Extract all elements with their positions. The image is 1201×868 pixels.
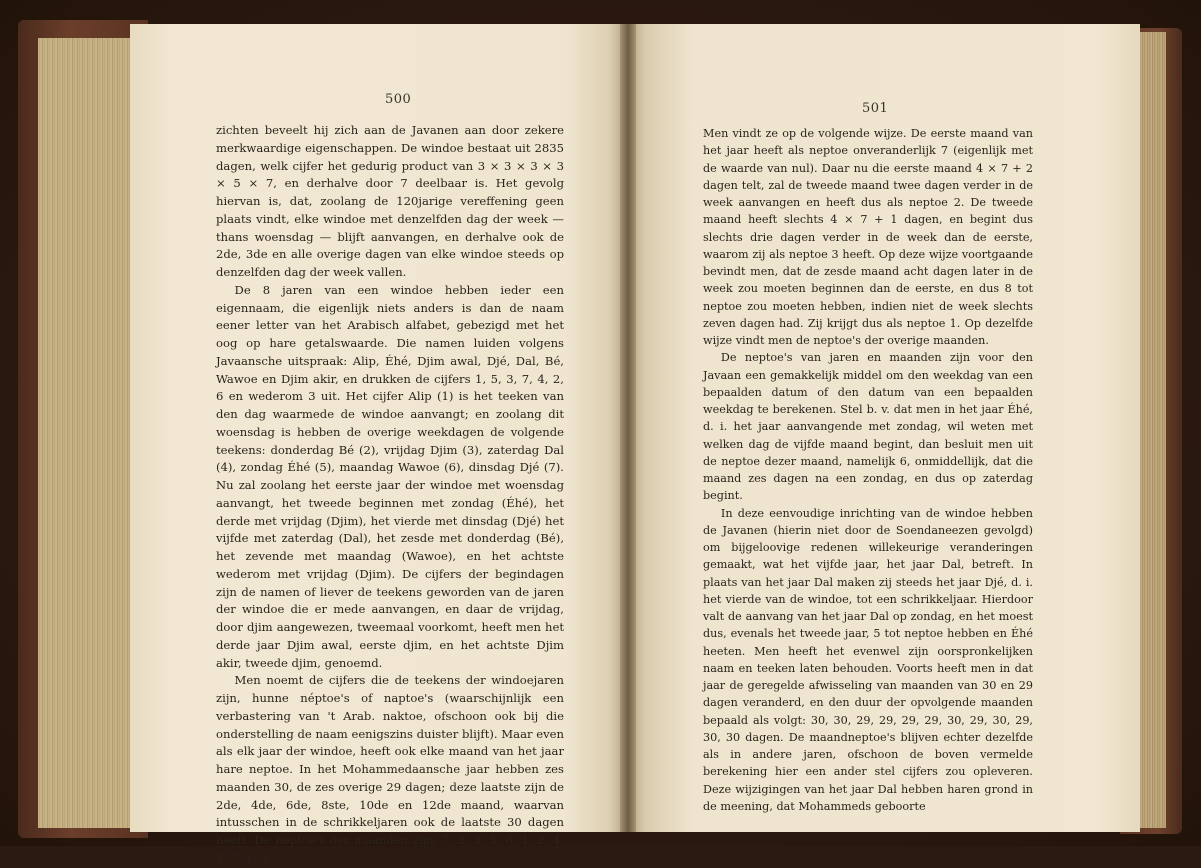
paragraph: Men vindt ze op de volgende wijze. De eerste maand van het jaar heeft als neptoe onveranderlijk 7 (eigenlijk met de waarde van nul). Daar nu die eerste maand 4 × 7 + 2 dagen telt, zal de tweede maand twee dagen verder in de week aanvangen en heeft dus als neptoe 2. De tweede maand heeft slechts 4 × 7 + 1 dagen, en begint dus slechts drie dagen verder in de week dan de eerste, waarom zij als neptoe 3 heeft. Op deze wijze voortgaande bevindt men, dat de zesde maand acht dagen later in de week zou moeten beginnen dan de eerste, en dus 8 tot neptoe zou moeten hebben, indien niet de week slechts zeven dagen had. Zij krijgt dus als neptoe 1. Op dezelfde wijze vindt men de neptoe's der overige maanden.	[703, 127, 1033, 347]
paragraph: De neptoe's van jaren en maanden zijn voor den Javaan een gemakkelijk middel om den weekdag van een bepaalden datum of den datum van een bepaalden weekdag te berekenen. Stel b. v. dat men in het jaar Éhé, d. i. het jaar aanvangende met zondag, wil weten met welken dag de vijfde maand begint, dan besluit men uit de neptoe dezer maand, namelijk 6, onmiddellijk, dat die maand zes dagen na een zondag, en dus op zaterdag begint.	[703, 351, 1033, 503]
paragraph: In deze eenvoudige inrichting van de windoe hebben de Javanen (hierin niet door de Soendaneezen gevolgd) om bijgeloovige redenen willekeurige veranderingen gemaakt, wat het vijfde jaar, het jaar Dal, betreft. In plaats van het jaar Dal maken zij steeds het jaar Djé, d. i. het vierde van de windoe, tot een schrikkeljaar. Hierdoor valt de aanvang van het jaar Dal op zondag, en het moest dus, evenals het tweede jaar, 5 tot neptoe hebben en Éhé heeten. Men heeft het evenwel zijn oorspronkelijken naam en teeken laten behouden. Voorts heeft men in dat jaar de geregelde afwisseling van maanden van 30 en 29 dagen veranderd, en den duur der opvolgende maanden bepaald als volgt: 30, 30, 29, 29, 29, 29, 30, 29, 30, 29, 30, 30 dagen. De maandneptoe's blijven echter dezelfde als in andere jaren, ofschoon de boven vermelde berekening hier een ander stel cijfers zou opleveren. Deze wijzigingen van het jaar Dal hebben haren grond in de meening, dat Mohammeds geboorte	[703, 506, 1033, 813]
page-number-left: 500	[385, 92, 412, 107]
paragraph: Men noemt de cijfers die de teekens der windoejaren zijn, hunne néptoe's of naptoe's (waarschijnlijk een verbastering van 't Arab. naktoe, ofschoon ook bij die onderstelling de naam eenigszins duister blijft). Maar even als elk jaar der windoe, heeft ook elke maand van het jaar hare neptoe. In het Mohammedaansche jaar hebben zes maanden 30, de zes overige 29 dagen; deze laatste zijn de 2de, 4de, 6de, 8ste, 10de en 12de maand, waarvan intusschen in de schrikkeljaren ook de laatste 30 dagen heeft. De neptoe's der maanden zijn: 7, 2, 3, 5, 6, 1, 2, 4, 5, 7, 1, 3.	[216, 673, 564, 865]
page-edges-right	[1138, 32, 1166, 828]
left-page-text	[216, 122, 564, 868]
paragraph: De 8 jaren van een windoe hebben ieder een eigennaam, die eigenlijk niets anders is dan de naam eener letter van het Arabisch alfabet, gebezigd met het oog op hare getalswaarde. Die namen luiden volgens Javaansche uitspraak: Alip, Éhé, Djim awal, Djé, Dal, Bé, Wawoe en Djim akir, en drukken de cijfers 1, 5, 3, 7, 4, 2, 6 en wederom 3 uit. Het cijfer Alip (1) is het teeken van den dag waarmede de windoe aanvangt; en zoolang dit woensdag is hebben de overige weekdagen de volgende teekens: donderdag Bé (2), vrijdag Djim (3), zaterdag Dal (4), zondag Éhé (5), maandag Wawoe (6), dinsdag Djé (7). Nu zal zoolang het eerste jaar der windoe met woensdag aanvangt, het tweede beginnen met zondag (Éhé), het derde met vrijdag (Djim), het vierde met dinsdag (Djé) het vijfde met zaterdag (Dal), het zesde met donderdag (Bé), het zevende met maandag (Wawoe), en het achtste wederom met vrijdag (Djim). De cijfers der begindagen zijn de namen of liever de teekens geworden van de jaren der windoe die er mede aanvangen, en daar de vrijdag, door djim aangewezen, tweemaal voorkomt, heeft men het derde jaar Djim awal, eerste djim, en het achtste Djim akir, tweede djim, genoemd.	[216, 282, 564, 670]
book-gutter	[620, 24, 636, 832]
right-page-text	[703, 125, 1033, 815]
page-number-right: 501	[862, 101, 889, 116]
paragraph: zichten beveelt hij zich aan de Javanen aan door zekere merkwaardige eigenschappen. De windoe bestaat uit 2835 dagen, welk cijfer het gedurig product van 3 × 3 × 3 × 3 × 5 × 7, en derhalve door 7 deelbaar is. Het gevolg hiervan is, dat, zoolang de 120jarige vereffening geen plaats vindt, elke windoe met denzelfden dag der week — thans woensdag — blijft aanvangen, en derhalve ook de 2de, 3de en alle overige dagen van elke windoe steeds op denzelfden dag der week vallen.	[216, 123, 564, 279]
page-edges-left	[38, 38, 134, 828]
